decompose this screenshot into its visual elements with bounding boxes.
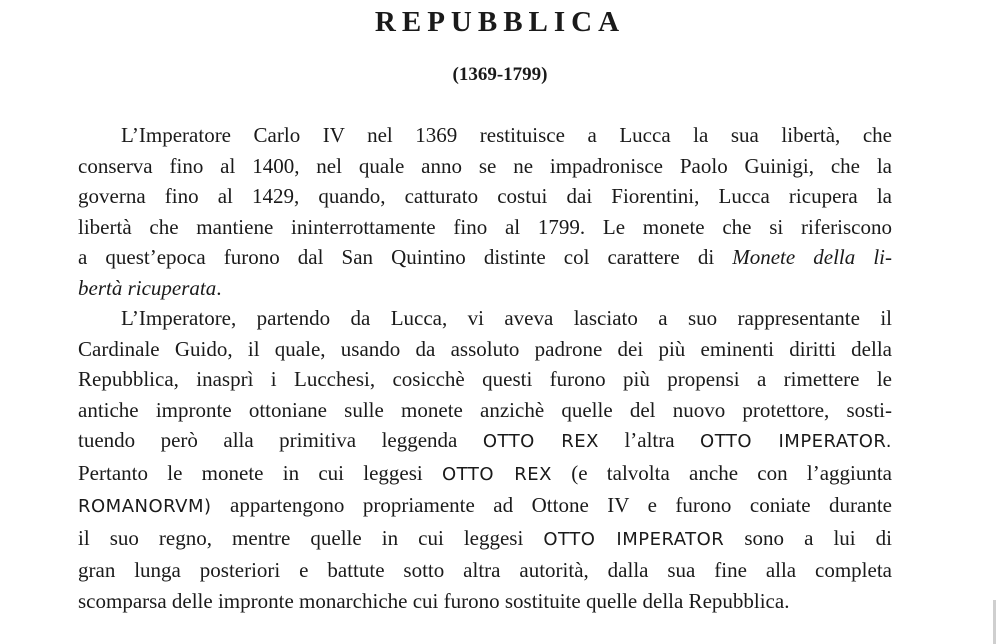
line-text: tuendo però alla primitiva leggenda	[78, 428, 483, 452]
paragraph-2-line: Cardinale Guido, il quale, usando da assoluto padrone dei più eminenti diritti della	[78, 336, 892, 361]
coin-legend: OTTO IMPERATOR	[543, 528, 725, 550]
scan-edge-mark	[993, 600, 996, 644]
paragraph-2-line: antiche impronte ottoniane sulle monete anzichè quelle del nuovo protettore, sosti-	[78, 397, 892, 422]
page-title: REPUBBLICA	[374, 6, 626, 38]
paragraph-1-line: libertà che mantiene ininterrottamente fino al 1799. Le monete che si riferiscono	[78, 214, 892, 239]
coin-legend: OTTO IMPERATOR.	[700, 431, 892, 452]
body-text	[78, 120, 892, 616]
italic-phrase: Monete della li-	[732, 245, 893, 269]
paragraph-2-line: scomparsa delle impronte monarchiche cui furono sostituite quelle della Repubblica.	[78, 588, 790, 613]
paragraph-2	[78, 303, 892, 616]
coin-legend: ROMANORVM)	[78, 496, 212, 517]
paragraph-2-line: gran lunga posteriori e battute sotto altra autorità, dalla sua fine alla completa	[78, 558, 892, 582]
line-text: .	[216, 275, 222, 300]
paragraph-2-line	[78, 523, 892, 556]
paragraph-2-line	[78, 490, 892, 523]
line-text: a quest’epoca furono dal San Quintino distinte col carattere di	[78, 245, 733, 269]
paragraph-1	[78, 120, 892, 303]
paragraph-1-line	[78, 242, 892, 273]
line-text: appartengono propriamente ad Ottone IV e furono coniate durante	[211, 493, 892, 517]
paragraph-2-line: L’Imperatore, partendo da Lucca, vi aveva lasciato a suo rappresentante il	[121, 306, 892, 330]
paragraph-2-line	[78, 458, 892, 491]
paragraph-1-line: conserva fino al 1400, nel quale anno se ne impadronisce Paolo Guinigi, che la	[78, 153, 892, 178]
line-text: l’altra	[599, 428, 701, 452]
coin-legend: OTTO REX	[482, 431, 599, 452]
paragraph-1-line: governa fino al 1429, quando, catturato costui dai Fiorentini, Lucca ricupera la	[78, 184, 892, 208]
paragraph-1-line: L’Imperatore Carlo IV nel 1369 restituisce a Lucca la sua libertà, che	[121, 123, 892, 147]
line-text: (e talvolta anche con l’aggiunta	[551, 460, 892, 485]
paragraph-2-line: Repubblica, inasprì i Lucchesi, cosicchè questi furono più propensi a rimettere le	[78, 367, 892, 391]
line-text: il suo regno, mentre quelle in cui leggesi	[78, 525, 544, 550]
paragraph-2-line	[78, 425, 892, 458]
line-text: Pertanto le monete in cui leggesi	[78, 460, 442, 485]
date-range: (1369-1799)	[452, 64, 548, 85]
coin-legend: OTTO REX	[442, 463, 552, 485]
italic-phrase: bertà ricuperata	[78, 275, 217, 300]
paragraph-1-line	[78, 273, 892, 304]
line-text: sono a lui di	[724, 525, 893, 550]
